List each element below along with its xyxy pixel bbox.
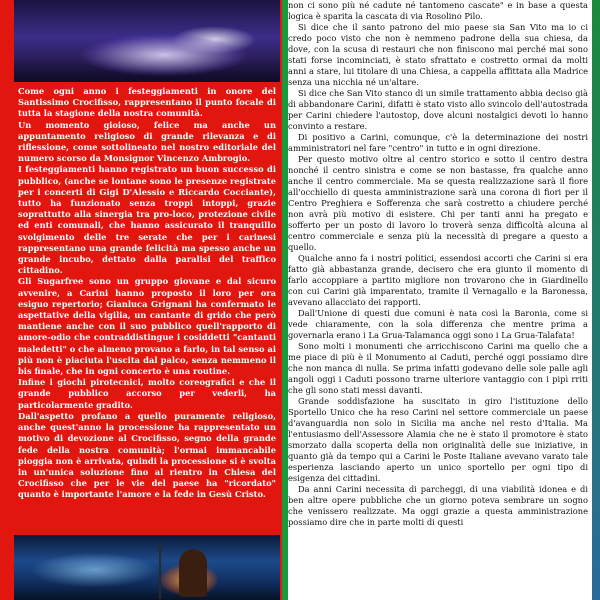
left-paragraph: Come ogni anno i festeggiamenti in onore del Santissimo Crocifisso, rappresentano il punto focale di tutta la stagione della nostra comunità. <box>18 86 276 119</box>
left-paragraph: I festeggiamenti hanno registrato un buon successo di pubblico, (anche se lontane sono le presenze registrate per i concerti di Gigi D'Alessio e Riccardo Cocciante), tutto ha funzionato senza troppi intoppi, grazie soprattutto alla sinergia tra pro-loco, protezione civile ed enti comunali, che hanno assicurato il tranquillo svolgimento delle tre serate che per i carinesi rappresentano una grande felicità ma spesso anche un grande incubo, dettato dalla paralisi del traffico cittadino. <box>18 164 276 276</box>
right-column <box>288 0 600 600</box>
right-paragraph: Dall'Unione di questi due comuni è nata così la Baronia, come si vede chiaramente, con la sola differenza che mentre prima a governarla erano i La Grua-Talamanca oggi sono i La Grua-Talafata! <box>288 308 588 340</box>
right-paragraph: non ci sono più né cadute né tantomeno cascate" e in base a questa logica è sparita la cascata di via Rosolino Pilo. <box>288 0 588 21</box>
mic-stand-shape <box>159 541 161 599</box>
right-paragraph: Per questo motivo oltre al centro storico e sotto il centro destra nonché il centro sinistra e come se non bastasse, fra qualche anno anche il centro commerciale. Ma se questa realizzazione sarà il fiore all'occhiello di questa amministrazione sarà una corona di fiori per il Centro Preghiera e Sofferenza che sarà costretto a chiudere perché non avrà più motivo di esistere. Chi per tanti anni ha pregato e sofferto per un posto di lavoro lo troverà senza difficoltà alcuna al centro commerciale e senza più la necessità di pregare a questo a quello. <box>288 154 588 252</box>
right-paragraph: Si dice che il santo patrono del mio paese sia San Vito ma io ci credo poco visto che non è nemmeno padrone della sua chiesa, da dove, con la scusa di restauri che non finiscono mai perché mai sono stati forse incominciati, è stato sfrattato e costretto ormai da molti anni a stare, lui titolare di una Chiesa, a cappella affittata alla Madrice senza una nicchia né un'altare. <box>288 22 588 87</box>
right-paragraph: Si dice che San Vito stanco di un simile trattamento abbia deciso già di abbandonare Carini, difatti è stato visto allo svincolo dell'autostrada per Carini chiedere l'autostop, dove alcuni nostalgici devoti lo hanno convinto a restare. <box>288 88 588 131</box>
left-column <box>0 0 282 600</box>
right-article-text <box>288 0 588 528</box>
right-paragraph: Sono molti i monumenti che arricchiscono Carini ma quello che a me piace di più è il Monumento ai Caduti, perché oggi possiamo dire che non manca di nulla. Se prima infatti godevano delle sole palle agli angoli oggi i Caduti possono trarne ulteriore vantaggio con i pipì rriti che gli sono stati messi davanti. <box>288 341 588 395</box>
top-photo-concert-crowd <box>14 0 280 82</box>
singer-silhouette <box>179 549 207 597</box>
left-paragraph: Infine i giochi pirotecnici, molto coreografici e che il grande pubblico accorso per vederli, ha particolarmente gradito. <box>18 377 276 410</box>
left-article-text <box>18 86 276 501</box>
left-paragraph: Gli Sugarfree sono un gruppo giovane e dal sicuro avvenire, a Carini hanno proposto il loro per ora esiguo repertorio; Gianluca Grignani ha confermato le aspettative della vigilia, un cantante di grido che però mantiene anche con il suo pubblico quell'rapporto di amore-odio che contraddistingue i cosiddetti "cantanti maledetti" o che almeno provano a farlo, in tal senso ai più non è piaciuta l'uscita dal palco, senza nemmeno il bis finale, che in ogni concerto è una routine. <box>18 276 276 377</box>
left-paragraph: Dall'aspetto profano a quello puramente religioso, anche quest'anno la processione ha rappresentato un motivo di devozione al Crocifisso, segno della grande fede della nostra comunità; l'ormai immancabile pioggia non è arrivata, quindi la processione si è svolta in un'unica soluzione fino al rientro in Chiesa del Crocifisso che per le vie del paese ha "ricordato" quanto è importante l'amore e la fede in Gesù Cristo. <box>18 410 276 500</box>
right-paragraph: Da anni Carini necessita di parcheggi, di una viabilità idonea e di ben altre opere pubbliche che un giorno poteva sembrare un sogno che venissero realizzate. Ma oggi grazie a questa amministrazione possiamo dire che in parte molti di questi <box>288 484 588 527</box>
bottom-photo-singer-on-stage <box>14 535 280 600</box>
right-paragraph: Di positivo a Carini, comunque, c'è la determinazione dei nostri amministratori nel fare "centro" in tutto e in ogni direzione. <box>288 132 588 153</box>
right-paragraph: Qualche anno fa i nostri politici, essendosi accorti che Carini si era fatto già abbastanza grande, decisero che era giunto il momento di farlo accoppiare a partito migliore non trovarono che in Giardinello con cui Carini già imparentato, tramite il Vernagallo e la Baronessa, avevano allacciato dei rapporti. <box>288 253 588 307</box>
left-paragraph: Un momento gioioso, felice ma anche un appuntamento religioso di grande rilevanza e di riflessione, come sottolineato nel nostro editoriale del numero scorso da Monsignor Vincenzo Ambrogio. <box>18 119 276 164</box>
right-paragraph: Grande soddisfazione ha suscitato in giro l'istituzione dello Sportello Unico che ha reso Carini nel settore commerciale un paese d'avanguardia non solo in Sicilia ma anche nel resto d'Italia. Ma l'entusiasmo dell'Assessore Alamia che ne è stato il promotore è stato smorzato dalla scoperta della non originalità delle sue iniziative, in quanto già da tempo qui a Carini le Poste Italiane avevano varato tale esperienza lasciando aperto un unico sportello per ogni tipo di esigenza dei cittadini. <box>288 396 588 483</box>
right-edge-decoration <box>592 0 600 600</box>
